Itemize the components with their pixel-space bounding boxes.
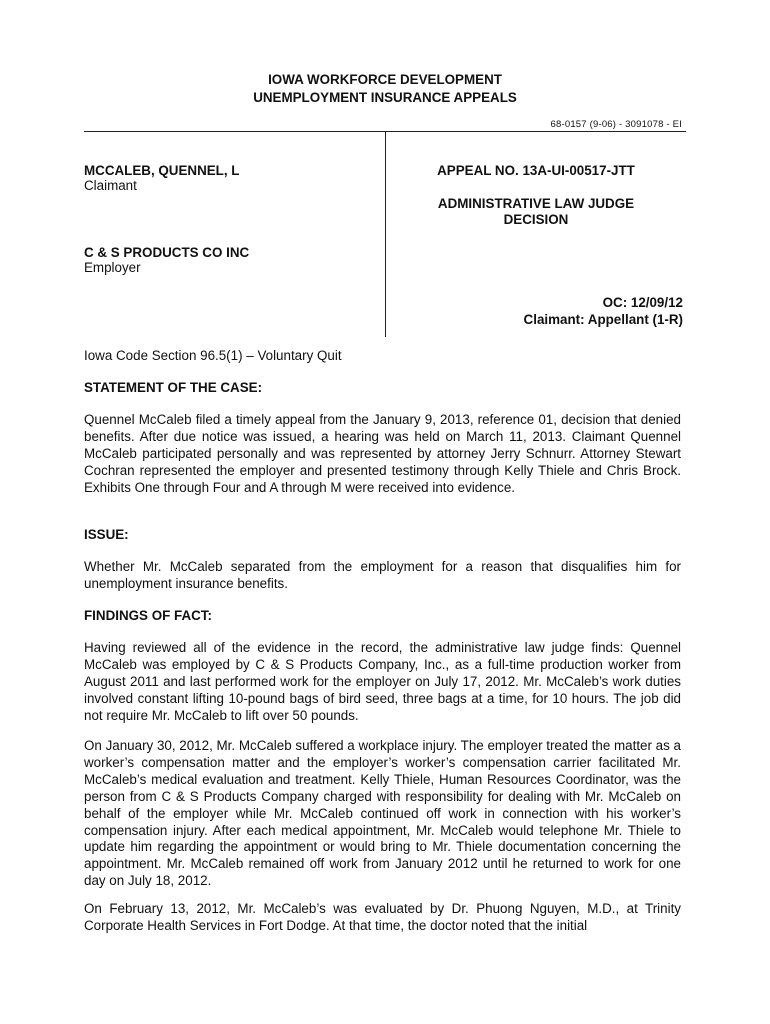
- findings-paragraph-3: On February 13, 2012, Mr. McCaleb’s was evaluated by Dr. Phuong Nguyen, M.D., at Trinity Corporate Health Services in Fort Dodge. At that time, the doctor noted that the initial: [84, 901, 681, 933]
- claimant-role: Claimant: [84, 178, 137, 193]
- agency-title: IOWA WORKFORCE DEVELOPMENT: [268, 72, 502, 87]
- claimant-name: MCCALEB, QUENNEL, L: [84, 163, 240, 178]
- oc-date: OC: 12/09/12: [602, 295, 683, 310]
- claimant-block: [84, 163, 239, 193]
- statement-heading: STATEMENT OF THE CASE:: [84, 380, 263, 395]
- findings-paragraph-2: On January 30, 2012, Mr. McCaleb suffered a workplace injury. The employer treated the matter as a worker’s compensation matter and the employer’s worker’s compensation carrier facilitated Mr. McCaleb’s medical evaluation and treatment. Kelly Thiele, Human Resources Coordinator, was the person from C & S Products Company charged with responsibility for dealing with Mr. McCaleb on behalf of the employer while Mr. McCaleb continued off work in connection with his worker’s compensation injury. After each medical appointment, Mr. McCaleb would telephone Mr. Thiele to update him regarding the appointment or would bring to Mr. Thiele documentation concerning the appointment. Mr. McCaleb remained off work from January 2012 until he returned to work for one day on July 18, 2012.: [84, 738, 681, 889]
- column-divider: [385, 131, 386, 337]
- employer-block: [84, 245, 249, 275]
- division-title: UNEMPLOYMENT INSURANCE APPEALS: [253, 90, 517, 105]
- decision-title-line2: DECISION: [503, 212, 569, 227]
- appeal-number: APPEAL NO. 13A-UI-00517-JTT: [437, 163, 635, 178]
- code-section: Iowa Code Section 96.5(1) – Voluntary Quit: [84, 348, 342, 363]
- decision-title-line1: ADMINISTRATIVE LAW JUDGE: [437, 196, 635, 211]
- issue-paragraph: Whether Mr. McCaleb separated from the employment for a reason that disqualifies him for unemployment insurance benefits.: [84, 559, 681, 591]
- employer-name: C & S PRODUCTS CO INC: [84, 245, 250, 260]
- claimant-status: Claimant: Appellant (1-R): [523, 312, 683, 327]
- form-code: 68-0157 (9-06) - 3091078 - EI: [550, 119, 682, 130]
- employer-role: Employer: [84, 260, 141, 275]
- issue-heading: ISSUE:: [84, 527, 129, 542]
- findings-paragraph-1: Having reviewed all of the evidence in the record, the administrative law judge finds: Quennel McCaleb was employed by C & S Products Company, Inc., as a full-time production worker from August 2011 and last performed work for the employer on July 17, 2012. Mr. McCaleb’s work duties involved constant lifting 10-pound bags of bird seed, three bags at a time, for 10 hours. The job did not require Mr. McCaleb to lift over 50 pounds.: [84, 640, 681, 723]
- statement-paragraph: Quennel McCaleb filed a timely appeal from the January 9, 2013, reference 01, decision that denied benefits. After due notice was issued, a hearing was held on March 11, 2013. Claimant Quennel McCaleb participated personally and was represented by attorney Jerry Schnurr. Attorney Stewart Cochran represented the employer and presented testimony through Kelly Thiele and Chris Brock. Exhibits One through Four and A through M were received into evidence.: [84, 412, 681, 495]
- findings-heading: FINDINGS OF FACT:: [84, 608, 212, 623]
